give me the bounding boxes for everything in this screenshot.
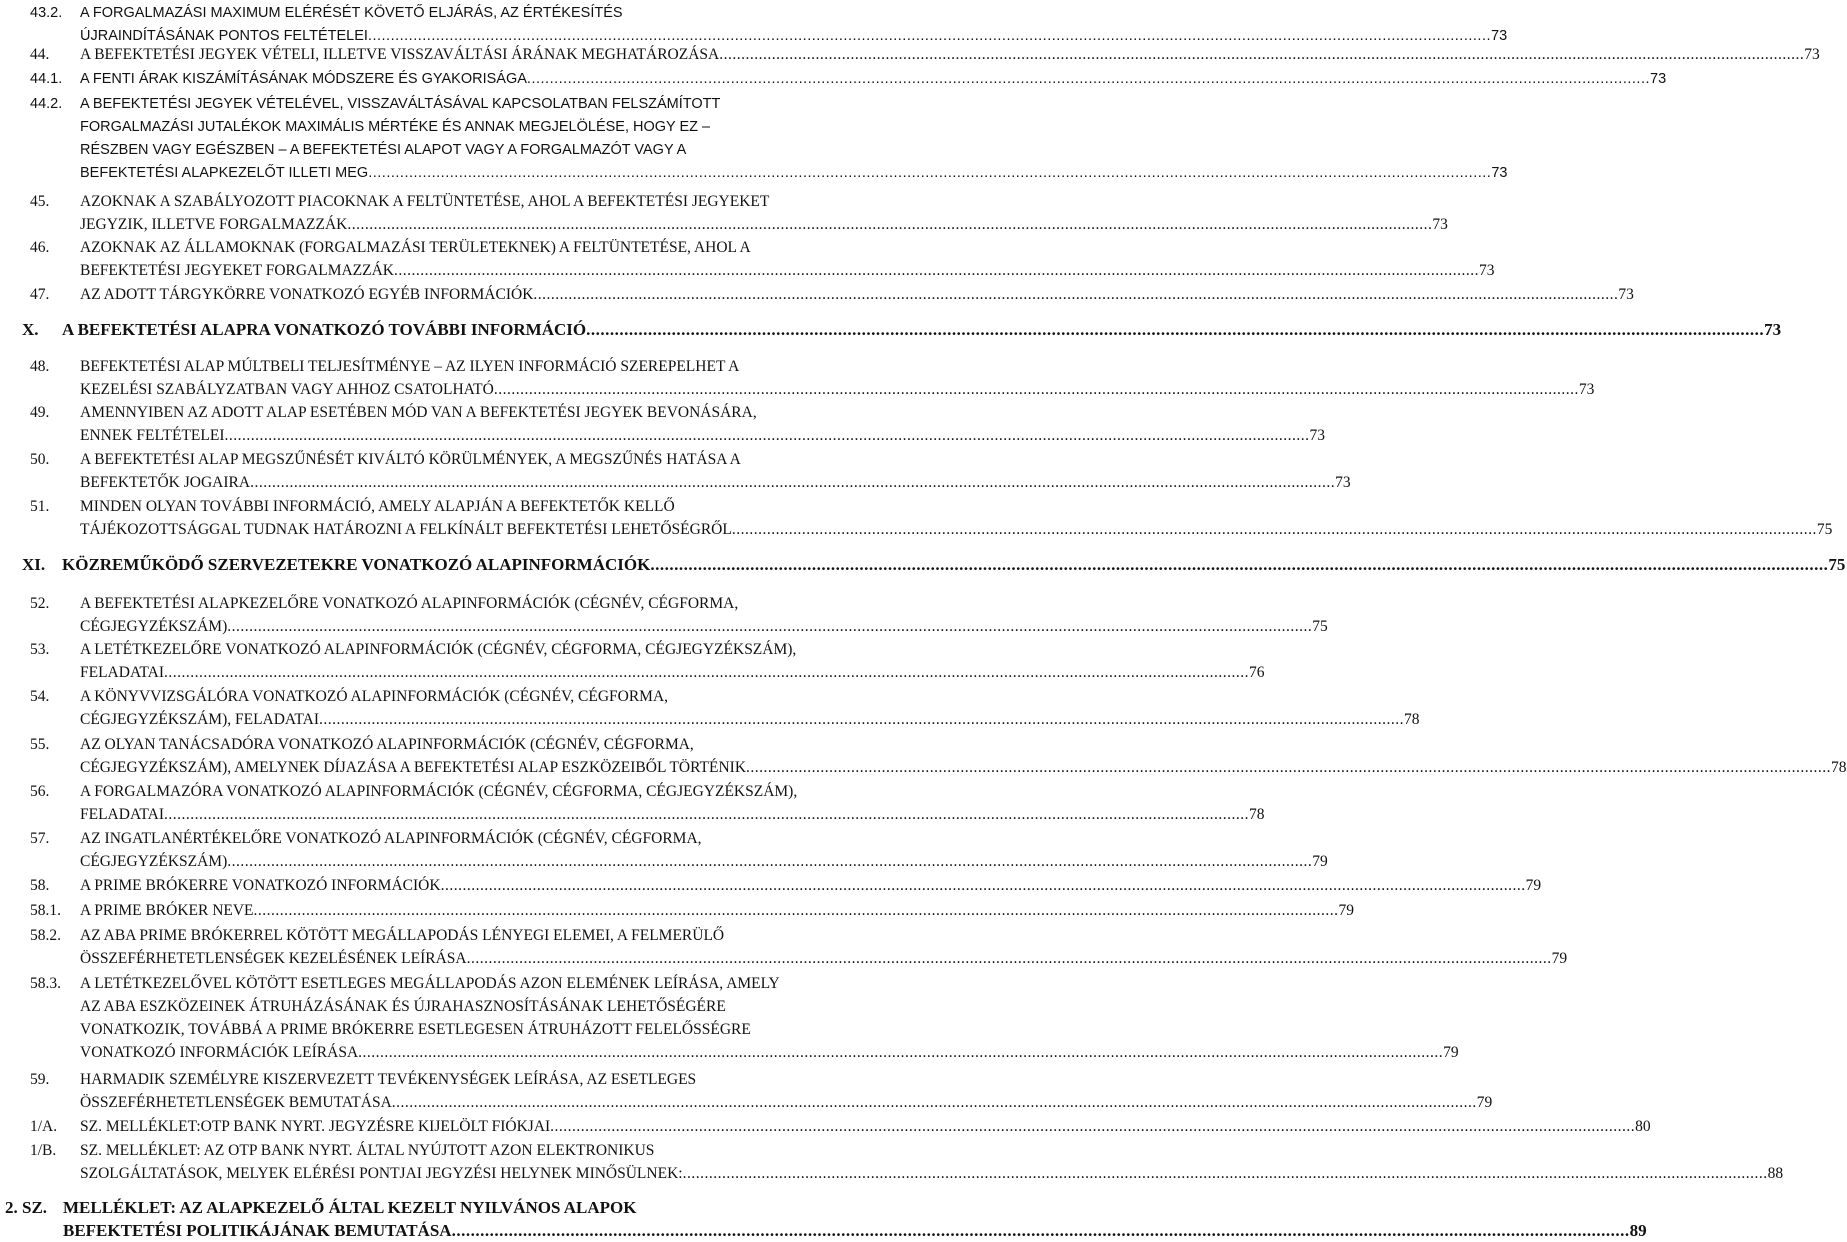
toc-entry-line xyxy=(30,615,1328,638)
toc-entry-number: 1/A. xyxy=(30,1118,58,1135)
toc-entry-number: 57. xyxy=(30,830,50,847)
toc-leader-dots xyxy=(164,661,1249,684)
toc-page-number[interactable]: 79 xyxy=(1312,853,1328,870)
toc-leader-dots xyxy=(441,874,1526,897)
toc-page-number[interactable]: 73 xyxy=(1804,46,1820,63)
toc-entry-number: 2. SZ. xyxy=(5,1198,48,1217)
toc-leader-dots xyxy=(319,708,1404,731)
toc-entry-line xyxy=(30,68,1667,91)
toc-entry-title: MINDEN OLYAN TOVÁBBI INFORMÁCIÓ, AMELY ALAPJÁN A BEFEKTETŐK KELLŐ xyxy=(80,498,675,515)
toc-leader-dots xyxy=(732,518,1817,541)
toc-page-number[interactable]: 78 xyxy=(1831,759,1847,776)
toc-entry-title: FORGALMAZÁSI JUTALÉKOK MAXIMÁLIS MÉRTÉKE ÉS ANNAK MEGJELÖLÉSE, HOGY EZ – xyxy=(80,119,711,135)
toc-entry-title: AZ INGATLANÉRTÉKELŐRE VONATKOZÓ ALAPINFORMÁCIÓK (CÉGNÉV, CÉGFORMA, xyxy=(80,830,702,847)
toc-entry-number: 47. xyxy=(30,286,50,303)
toc-page-number[interactable]: 75 xyxy=(1312,618,1328,635)
toc-entry-number: 58.2. xyxy=(30,927,61,944)
toc-entry-line xyxy=(30,448,960,471)
toc-page-number[interactable]: 79 xyxy=(1476,1094,1493,1111)
toc-entry-number: X. xyxy=(22,320,39,339)
toc-entry-line xyxy=(30,355,960,378)
toc-entry[interactable] xyxy=(30,733,1847,779)
toc-entry-title: ÚJRAINDÍTÁSÁNAK PONTOS FELTÉTELEI xyxy=(80,28,368,44)
toc-entry-line xyxy=(30,972,960,995)
toc-entry-line xyxy=(30,401,960,424)
toc-page-number[interactable]: 73 xyxy=(1618,286,1634,303)
toc-entry-title: BEFEKTETÉSI ALAP MÚLTBELI TELJESÍTMÉNYE – AZ ILYEN INFORMÁCIÓ SZEREPELHET A xyxy=(80,358,740,375)
toc-entry-line xyxy=(30,995,960,1018)
toc-page-number[interactable]: 78 xyxy=(1249,806,1265,823)
toc-entry-title: A BEFEKTETÉSI JEGYEK VÉTELÉVEL, VISSZAVÁLTÁSÁVAL KAPCSOLATBAN FELSZÁMÍTOTT xyxy=(80,96,721,112)
toc-entry[interactable] xyxy=(30,401,1325,447)
toc-entry-title: VONATKOZÓ INFORMÁCIÓK LEÍRÁSA xyxy=(80,1044,359,1061)
toc-page-number[interactable]: 89 xyxy=(1629,1221,1647,1240)
toc-leader-dots xyxy=(347,213,1432,236)
toc-leader-dots xyxy=(650,553,1828,576)
toc-entry-number: 43.2. xyxy=(30,5,63,21)
toc-entry-number: 52. xyxy=(30,595,50,612)
toc-page-number[interactable]: 76 xyxy=(1249,664,1265,681)
toc-entry[interactable] xyxy=(30,638,1265,684)
toc-entry-title: AZ OLYAN TANÁCSADÓRA VONATKOZÓ ALAPINFORMÁCIÓK (CÉGNÉV, CÉGFORMA, xyxy=(80,736,694,753)
toc-entry[interactable] xyxy=(30,899,1355,922)
toc-entry-title: AZOKNAK AZ ÁLLAMOKNAK (FORGALMAZÁSI TERÜLETEKNEK) A FELTÜNTETÉSE, AHOL A xyxy=(80,239,751,256)
toc-page-number[interactable]: 73 xyxy=(1309,427,1325,444)
toc-entry-line xyxy=(30,899,1355,922)
toc-page-number[interactable]: 73 xyxy=(1335,474,1351,491)
toc-entry[interactable] xyxy=(30,1115,1651,1138)
toc-leader-dots xyxy=(452,1219,1630,1242)
toc-entry-line xyxy=(30,116,960,139)
toc-entry-number: XI. xyxy=(22,555,46,574)
toc-entry-line xyxy=(30,236,960,259)
toc-entry-line xyxy=(30,803,1265,826)
toc-entry-line xyxy=(30,495,960,518)
toc-entry[interactable] xyxy=(22,553,1846,576)
toc-entry[interactable] xyxy=(5,1196,1647,1242)
toc-leader-dots xyxy=(746,756,1831,779)
toc-entry[interactable] xyxy=(30,495,1833,541)
toc-entry-title: KEZELÉSI SZABÁLYZATBAN VAGY AHHOZ CSATOLHATÓ xyxy=(80,381,494,398)
toc-entry-title: TÁJÉKOZOTTSÁGGAL TUDNAK HATÁROZNI A FELKÍNÁLT BEFEKTETÉSI LEHETŐSÉGRŐL xyxy=(80,521,732,538)
toc-entry-title: FELADATAI xyxy=(80,806,165,823)
toc-entry-line xyxy=(30,259,1495,282)
toc-entry-line xyxy=(30,162,1508,185)
toc-entry-title: A LETÉTKEZELŐVEL KÖTÖTT ESETLEGES MEGÁLLAPODÁS AZON ELEMÉNEK LEÍRÁSA, AMELY xyxy=(80,975,780,992)
toc-entry-title: CÉGJEGYZÉKSZÁM), AMELYNEK DÍJAZÁSA A BEFEKTETÉSI ALAP ESZKÖZEIBŐL TÖRTÉNIK xyxy=(80,759,747,776)
toc-entry-line xyxy=(5,1219,1647,1242)
toc-entry-line xyxy=(5,1196,963,1219)
toc-entry-title: A BEFEKTETÉSI ALAPRA VONATKOZÓ TOVÁBBI INFORMÁCIÓ xyxy=(62,320,587,339)
toc-entry-title: BEFEKTETŐK JOGAIRA xyxy=(80,474,251,491)
toc-entry-title: MELLÉKLET: AZ ALAPKEZELŐ ÁLTAL KEZELT NYILVÁNOS ALAPOK xyxy=(63,1198,637,1217)
toc-entry-line xyxy=(30,1091,1493,1114)
toc-entry-number: 51. xyxy=(30,498,50,515)
toc-entry-number: 58.1. xyxy=(30,902,61,919)
toc-page-number[interactable]: 73 xyxy=(1578,381,1595,398)
toc-entry-line xyxy=(30,638,960,661)
toc-entry[interactable] xyxy=(30,355,1595,401)
toc-entry-line xyxy=(30,827,960,850)
toc-entry[interactable] xyxy=(30,972,1459,1064)
toc-entry-title: A BEFEKTETÉSI ALAP MEGSZŰNÉSÉT KIVÁLTÓ KÖRÜLMÉNYEK, A MEGSZŰNÉS HATÁSA A xyxy=(80,451,741,468)
toc-page-number[interactable]: 88 xyxy=(1767,1165,1784,1182)
toc-leader-dots xyxy=(368,162,1491,185)
toc-leader-dots xyxy=(250,471,1335,494)
toc-entry-title: A PRIME BRÓKERRE VONATKOZÓ INFORMÁCIÓK xyxy=(80,877,441,894)
toc-entry-title: A BEFEKTETÉSI ALAPKEZELŐRE VONATKOZÓ ALAPINFORMÁCIÓK (CÉGNÉV, CÉGFORMA, xyxy=(80,595,739,612)
toc-entry-title: A PRIME BRÓKER NEVE xyxy=(80,902,254,919)
toc-page-number[interactable]: 73 xyxy=(1650,71,1667,87)
toc-page-number[interactable]: 73 xyxy=(1479,262,1495,279)
toc-entry-number: 49. xyxy=(30,404,50,421)
toc-entry[interactable] xyxy=(30,283,1634,306)
toc-entry-title: SZ. MELLÉKLET: AZ OTP BANK NYRT. ÁLTAL NYÚJTOTT AZON ELEKTRONIKUS xyxy=(80,1142,655,1159)
toc-entry[interactable] xyxy=(30,448,1351,494)
toc-entry-line xyxy=(30,850,1328,873)
toc-page-number[interactable]: 79 xyxy=(1525,877,1542,894)
toc-entry-title: BEFEKTETÉSI ALAPKEZELŐT ILLETI MEG xyxy=(80,165,369,181)
toc-entry-number: 44. xyxy=(30,46,50,63)
toc-entry[interactable] xyxy=(30,874,1542,897)
toc-entry-number: 46. xyxy=(30,239,50,256)
toc-entry-title: AZ ABA PRIME BRÓKERREL KÖTÖTT MEGÁLLAPODÁS LÉNYEGI ELEMEI, A FELMERÜLŐ xyxy=(80,927,725,944)
toc-entry-title: JEGYZIK, ILLETVE FORGALMAZZÁK xyxy=(80,216,348,233)
toc-entry-title: A FORGALMAZÁSI MAXIMUM ELÉRÉSÉT KÖVETŐ ELJÁRÁS, AZ ÉRTÉKESÍTÉS xyxy=(80,5,623,21)
toc-leader-dots xyxy=(527,68,1650,91)
toc-entry-title: HARMADIK SZEMÉLYRE KISZERVEZETT TEVÉKENYSÉGEK LEÍRÁSA, AZ ESETLEGES xyxy=(80,1071,697,1088)
toc-entry-line xyxy=(30,378,1595,401)
toc-page-number[interactable]: 79 xyxy=(1551,950,1568,967)
toc-entry-line xyxy=(30,661,1265,684)
toc-page-number[interactable]: 79 xyxy=(1443,1044,1459,1061)
toc-leader-dots xyxy=(719,43,1804,66)
toc-entry[interactable] xyxy=(30,592,1328,638)
toc-entry-line xyxy=(30,874,1542,897)
toc-leader-dots xyxy=(533,283,1618,306)
toc-entry-title: CÉGJEGYZÉKSZÁM) xyxy=(80,853,228,870)
toc-entry[interactable] xyxy=(30,1139,1784,1185)
toc-entry-line xyxy=(30,1115,1651,1138)
toc-entry-line xyxy=(30,592,960,615)
toc-entry-line xyxy=(30,733,960,756)
toc-entry-line xyxy=(30,190,960,213)
toc-entry[interactable] xyxy=(30,924,1568,970)
toc-entry-line xyxy=(30,1068,960,1091)
toc-entry-line xyxy=(22,553,1846,576)
toc-leader-dots xyxy=(227,615,1312,638)
toc-entry-number: 59. xyxy=(30,1071,50,1088)
toc-entry-title: ÖSSZEFÉRHETETLENSÉGEK BEMUTATÁSA xyxy=(80,1094,392,1111)
toc-entry-line xyxy=(30,1041,1459,1064)
toc-entry-line xyxy=(30,213,1448,236)
toc-entry-number: 50. xyxy=(30,451,50,468)
toc-entry-title: BEFEKTETÉSI JEGYEKET FORGALMAZZÁK xyxy=(80,262,395,279)
toc-leader-dots xyxy=(467,947,1552,970)
toc-entry-line xyxy=(30,471,1351,494)
toc-entry-line xyxy=(30,947,1568,970)
toc-entry-title: BEFEKTETÉSI POLITIKÁJÁNAK BEMUTATÁSA xyxy=(63,1221,452,1240)
toc-entry-line xyxy=(30,283,1634,306)
toc-entry-title: ÖSSZEFÉRHETETLENSÉGEK KEZELÉSÉNEK LEÍRÁSA xyxy=(80,950,467,967)
toc-entry-line xyxy=(30,2,960,25)
toc-entry-line xyxy=(30,685,960,708)
toc-entry-title: RÉSZBEN VAGY EGÉSZBEN – A BEFEKTETÉSI ALAPOT VAGY A FORGALMAZÓT VAGY A xyxy=(80,142,687,158)
toc-entry-title: AMENNYIBEN AZ ADOTT ALAP ESETÉBEN MÓD VAN A BEFEKTETÉSI JEGYEK BEVONÁSÁRA, xyxy=(80,404,757,421)
toc-entry-number: 48. xyxy=(30,358,50,375)
toc-leader-dots xyxy=(164,803,1249,826)
toc-entry-line xyxy=(30,43,1820,66)
toc-entry-title: VONATKOZIK, TOVÁBBÁ A PRIME BRÓKERRE ESETLEGESEN ÁTRUHÁZOTT FELELŐSSÉGRE xyxy=(80,1021,751,1038)
toc-page-number[interactable]: 75 xyxy=(1828,555,1846,574)
toc-entry-line xyxy=(30,139,960,162)
toc-page-number[interactable]: 80 xyxy=(1635,1118,1651,1135)
toc-entry-number: 45. xyxy=(30,193,50,210)
toc-entry-title: CÉGJEGYZÉKSZÁM) xyxy=(80,618,228,635)
toc-entry[interactable] xyxy=(30,1068,1493,1114)
toc-entry-title: A LETÉTKEZELŐRE VONATKOZÓ ALAPINFORMÁCIÓK (CÉGNÉV, CÉGFORMA, CÉGJEGYZÉKSZÁM), xyxy=(80,641,797,658)
toc-page-number[interactable]: 73 xyxy=(1764,320,1782,339)
toc-entry-title: AZ ADOTT TÁRGYKÖRRE VONATKOZÓ EGYÉB INFORMÁCIÓK xyxy=(80,286,534,303)
toc-entry-title: AZ ABA ESZKÖZEINEK ÁTRUHÁZÁSÁNAK ÉS ÚJRAHASZNOSÍTÁSÁNAK LEHETŐSÉGÉRE xyxy=(80,998,726,1015)
toc-entry-line xyxy=(30,924,960,947)
toc-leader-dots xyxy=(683,1162,1768,1185)
toc-entry-title: A KÖNYVVIZSGÁLÓRA VONATKOZÓ ALAPINFORMÁCIÓK (CÉGNÉV, CÉGFORMA, xyxy=(80,688,669,705)
toc-entry[interactable] xyxy=(30,2,1508,48)
toc-page-number[interactable]: 78 xyxy=(1404,711,1420,728)
toc-entry-number: 58. xyxy=(30,877,50,894)
toc-leader-dots xyxy=(227,850,1312,873)
toc-entry-title: A BEFEKTETÉSI JEGYEK VÉTELI, ILLETVE VISSZAVÁLTÁSI ÁRÁNAK MEGHATÁROZÁSA xyxy=(80,46,720,63)
toc-entry-title: SZ. MELLÉKLET:OTP BANK NYRT. JEGYZÉSRE KIJELÖLT FIÓKJAI xyxy=(80,1118,551,1135)
toc-leader-dots xyxy=(550,1115,1635,1138)
toc-entry-number: 44.2. xyxy=(30,96,63,112)
toc-entry-line xyxy=(22,318,1782,341)
toc-entry-line xyxy=(30,756,1847,779)
toc-entry[interactable] xyxy=(22,318,1782,341)
toc-leader-dots xyxy=(494,378,1579,401)
toc-entry[interactable] xyxy=(30,236,1495,282)
toc-entry[interactable] xyxy=(30,190,1448,236)
toc-entry-title: CÉGJEGYZÉKSZÁM), FELADATAI xyxy=(80,711,319,728)
toc-leader-dots xyxy=(254,899,1339,922)
toc-entry-line xyxy=(30,708,1420,731)
toc-entry-number: 53. xyxy=(30,641,50,658)
toc-entry-number: 54. xyxy=(30,688,50,705)
toc-entry-line xyxy=(30,518,1833,541)
toc-entry[interactable] xyxy=(30,93,1508,185)
toc-entry-title: AZOKNAK A SZABÁLYOZOTT PIACOKNAK A FELTÜNTETÉSE, AHOL A BEFEKTETÉSI JEGYEKET xyxy=(80,193,770,210)
toc-entry[interactable] xyxy=(30,68,1667,91)
toc-leader-dots xyxy=(358,1041,1443,1064)
toc-entry-title: ENNEK FELTÉTELEI xyxy=(80,427,225,444)
toc-entry-number: 58.3. xyxy=(30,975,61,992)
toc-entry[interactable] xyxy=(30,685,1420,731)
toc-leader-dots xyxy=(392,1091,1477,1114)
toc-entry[interactable] xyxy=(30,827,1328,873)
toc-entry-line xyxy=(30,780,960,803)
toc-entry-title: SZOLGÁLTATÁSOK, MELYEK ELÉRÉSI PONTJAI JEGYZÉSI HELYNEK MINŐSÜLNEK: xyxy=(80,1165,683,1182)
toc-entry-line xyxy=(30,1139,960,1162)
toc-entry-title: A FENTI ÁRAK KISZÁMÍTÁSÁNAK MÓDSZERE ÉS GYAKORISÁGA xyxy=(80,71,527,87)
toc-leader-dots xyxy=(225,424,1310,447)
toc-page-number[interactable]: 79 xyxy=(1338,902,1355,919)
toc-entry-number: 55. xyxy=(30,736,50,753)
toc-entry-title: FELADATAI xyxy=(80,664,165,681)
toc-entry-line xyxy=(30,93,960,116)
toc-page-number[interactable]: 73 xyxy=(1432,216,1448,233)
toc-entry-line xyxy=(30,1018,960,1041)
toc-entry-line xyxy=(30,424,1325,447)
toc-entry[interactable] xyxy=(30,780,1265,826)
toc-leader-dots xyxy=(586,318,1764,341)
toc-entry-title: A FORGALMAZÓRA VONATKOZÓ ALAPINFORMÁCIÓK (CÉGNÉV, CÉGFORMA, CÉGJEGYZÉKSZÁM), xyxy=(80,783,798,800)
toc-entry-number: 1/B. xyxy=(30,1142,57,1159)
toc-page-number[interactable]: 75 xyxy=(1816,521,1833,538)
toc-entry-title: KÖZREMŰKÖDŐ SZERVEZETEKRE VONATKOZÓ ALAPINFORMÁCIÓK xyxy=(62,555,651,574)
toc-page-number[interactable]: 73 xyxy=(1491,165,1508,181)
toc-entry-line xyxy=(30,1162,1784,1185)
toc-entry[interactable] xyxy=(30,43,1820,66)
toc-page-number[interactable]: 73 xyxy=(1491,28,1508,44)
toc-entry-number: 56. xyxy=(30,783,50,800)
toc-leader-dots xyxy=(394,259,1479,282)
toc-entry-number: 44.1. xyxy=(30,71,63,87)
